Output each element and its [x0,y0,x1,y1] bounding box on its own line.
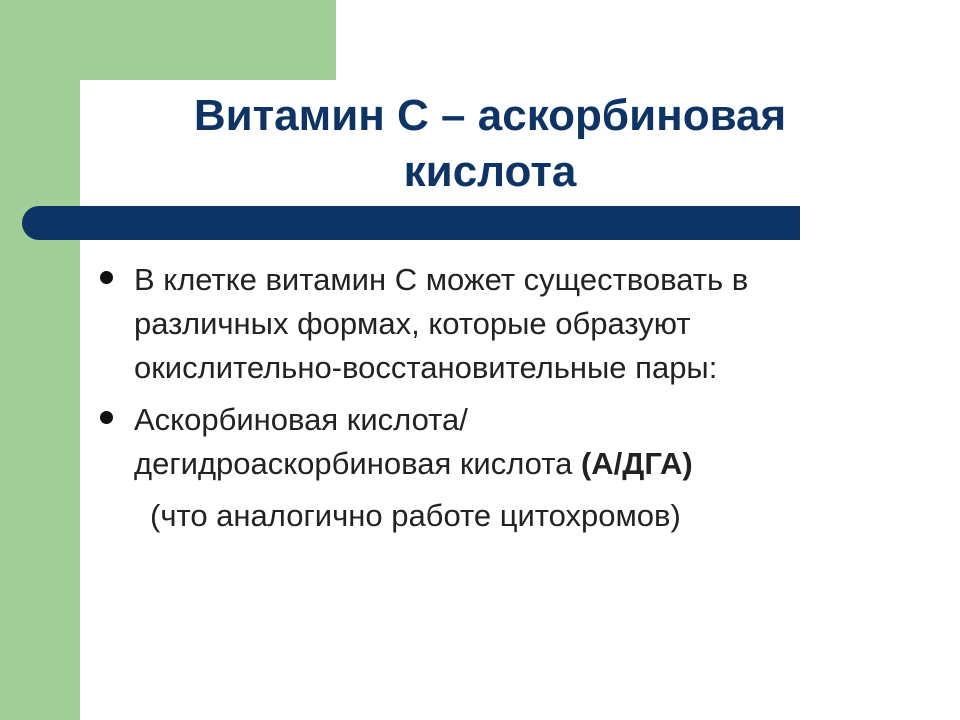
bullet-item [98,398,918,486]
bullet-text-line: Аскорбиновая кислота/ [134,402,468,437]
green-top-band [0,0,336,80]
green-side-band [0,0,80,720]
bullet-text-line [134,442,918,486]
bullet-text-line: В клетке витамин С может существовать в [134,262,749,297]
bullet-text-line: окислительно-восстановительные пары: [134,350,718,385]
bullet-dot-icon [100,271,113,284]
title-line-1: Витамин С – аскорбиновая [193,91,787,140]
bullet-item [98,258,918,390]
bullet-text-line: различных формах, которые образуют [134,306,691,341]
slide-body [98,258,918,538]
abbreviation-bold: (А/ДГА) [580,446,693,481]
title-line-2: кислота [403,147,577,196]
bullet-text: дегидроаскорбиновая кислота [134,446,581,481]
note-text: (что аналогично работе цитохромов) [150,498,681,533]
slide-title [120,88,860,200]
bullet-dot-icon [100,411,113,424]
title-divider-bar [22,206,800,240]
